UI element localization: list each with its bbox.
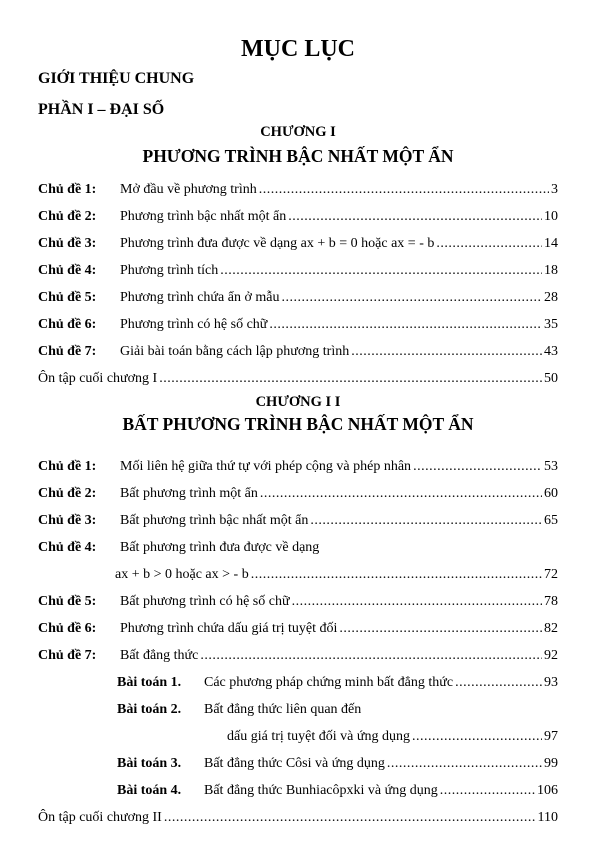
intro-heading: GIỚI THIỆU CHUNG — [38, 70, 195, 87]
page-number: 35 — [544, 317, 558, 332]
topic-title: Phương trình chứa dấu giá trị tuyệt đối — [120, 621, 338, 636]
leader-dots — [440, 783, 535, 799]
topic-title: Bất đẳng thức — [120, 648, 199, 663]
topic-label: Chủ đề 6: — [38, 621, 97, 636]
leader-dots — [387, 756, 542, 772]
page-number: 93 — [544, 675, 558, 690]
page-number: 18 — [544, 263, 558, 278]
chapter-2-label: CHƯƠNG I I — [255, 394, 341, 410]
page-number: 99 — [544, 756, 558, 771]
page-number: 110 — [537, 810, 558, 825]
topic-label: Chủ đề 1: — [38, 459, 97, 474]
topic-label: Chủ đề 6: — [38, 317, 97, 332]
leader-dots — [412, 729, 542, 745]
toc-entry[interactable] — [38, 236, 558, 254]
toc-entry[interactable] — [38, 209, 558, 227]
toc-subentry-heading[interactable] — [117, 702, 558, 720]
toc-entry[interactable] — [38, 621, 558, 639]
problem-label: Bài toán 2. — [117, 702, 182, 717]
problem-title: Các phương pháp chứng minh bất đẳng thức — [204, 675, 454, 690]
toc-entry[interactable] — [38, 344, 558, 362]
page-number: 97 — [544, 729, 558, 744]
toc-entry[interactable] — [38, 263, 558, 281]
leader-dots — [413, 459, 542, 475]
toc-entry[interactable] — [38, 317, 558, 335]
topic-label: Chủ đề 7: — [38, 344, 97, 359]
page-number: 60 — [544, 486, 558, 501]
page-number: 106 — [537, 783, 558, 798]
review-title: Ôn tập cuối chương II — [38, 810, 162, 825]
page-title: MỤC LỤC — [241, 36, 355, 62]
chapter-1-label: CHƯƠNG I — [260, 124, 336, 140]
topic-title: Mối liên hệ giữa thứ tự với phép cộng và phép nhân — [120, 459, 412, 474]
chapter-2-title: BẤT PHƯƠNG TRÌNH BẬC NHẤT MỘT ẨN — [122, 414, 474, 434]
leader-dots — [159, 371, 542, 387]
leader-dots — [251, 567, 542, 583]
leader-dots — [259, 182, 549, 198]
leader-dots — [220, 263, 542, 279]
review-title: Ôn tập cuối chương I — [38, 371, 158, 386]
leader-dots — [339, 621, 542, 637]
page-number: 14 — [544, 236, 558, 251]
topic-title: Bất phương trình có hệ số chữ — [120, 594, 290, 609]
toc-subentry[interactable] — [117, 783, 558, 801]
toc-subentry[interactable] — [117, 756, 558, 774]
topic-label: Chủ đề 5: — [38, 290, 97, 305]
problem-title-continued: dấu giá trị tuyệt đối và ứng dụng — [227, 729, 410, 744]
chapter-1-title: PHƯƠNG TRÌNH BẬC NHẤT MỘT ẨN — [142, 146, 454, 166]
topic-label: Chủ đề 4: — [38, 263, 97, 278]
topic-title: Giải bài toán bằng cách lập phương trình — [120, 344, 350, 359]
leader-dots — [288, 209, 542, 225]
page-number: 72 — [544, 567, 558, 582]
toc-entry[interactable] — [38, 513, 558, 531]
leader-dots — [310, 513, 542, 529]
topic-label: Chủ đề 5: — [38, 594, 97, 609]
toc-subentry[interactable] — [117, 675, 558, 693]
leader-dots — [164, 810, 536, 826]
page-number: 50 — [544, 371, 558, 386]
toc-entry[interactable] — [38, 486, 558, 504]
page-number: 78 — [544, 594, 558, 609]
topic-label: Chủ đề 2: — [38, 209, 97, 224]
page-number: 65 — [544, 513, 558, 528]
topic-label: Chủ đề 4: — [38, 540, 97, 555]
topic-title: Bất phương trình bậc nhất một ẩn — [120, 513, 309, 528]
topic-title: Bất phương trình một ẩn — [120, 486, 258, 501]
topic-label: Chủ đề 3: — [38, 513, 97, 528]
toc-entry-heading[interactable] — [38, 540, 558, 558]
topic-title: Phương trình có hệ số chữ — [120, 317, 268, 332]
leader-dots — [200, 648, 542, 664]
topic-title: Phương trình bậc nhất một ẩn — [120, 209, 287, 224]
problem-title: Bất đẳng thức Côsi và ứng dụng — [204, 756, 385, 771]
page-number: 28 — [544, 290, 558, 305]
leader-dots — [269, 317, 542, 333]
topic-title: Phương trình đưa được về dạng ax + b = 0 hoặc ax = - b — [120, 236, 435, 251]
topic-title-continued: ax + b > 0 hoặc ax > - b — [115, 567, 249, 582]
topic-title: Bất phương trình đưa được về dạng — [120, 540, 320, 555]
page-number: 43 — [544, 344, 558, 359]
leader-dots — [281, 290, 542, 306]
toc-entry[interactable] — [38, 594, 558, 612]
problem-title: Bất đẳng thức Bunhiacôpxki và ứng dụng — [204, 783, 438, 798]
leader-dots — [292, 594, 542, 610]
toc-entry[interactable] — [38, 648, 558, 666]
page-number: 92 — [544, 648, 558, 663]
toc-entry-review[interactable] — [38, 371, 558, 389]
toc-entry-continuation[interactable] — [115, 567, 558, 585]
problem-title: Bất đẳng thức liên quan đến — [204, 702, 362, 717]
toc-entry[interactable] — [38, 182, 558, 200]
toc-entry[interactable] — [38, 290, 558, 308]
page-number: 53 — [544, 459, 558, 474]
page-number: 10 — [544, 209, 558, 224]
topic-label: Chủ đề 7: — [38, 648, 97, 663]
topic-title: Mở đầu về phương trình — [120, 182, 257, 197]
topic-title: Phương trình tích — [120, 263, 219, 278]
problem-label: Bài toán 4. — [117, 783, 182, 798]
topic-title: Phương trình chứa ẩn ở mẫu — [120, 290, 280, 305]
problem-label: Bài toán 1. — [117, 675, 182, 690]
leader-dots — [436, 236, 542, 252]
topic-label: Chủ đề 1: — [38, 182, 97, 197]
leader-dots — [455, 675, 542, 691]
toc-subentry-continuation[interactable] — [227, 729, 558, 747]
leader-dots — [260, 486, 542, 502]
page-number: 82 — [544, 621, 558, 636]
problem-label: Bài toán 3. — [117, 756, 182, 771]
toc-entry-review[interactable] — [38, 810, 558, 828]
toc-entry[interactable] — [38, 459, 558, 477]
leader-dots — [351, 344, 542, 360]
topic-label: Chủ đề 3: — [38, 236, 97, 251]
topic-label: Chủ đề 2: — [38, 486, 97, 501]
part-heading: PHẦN I – ĐẠI SỐ — [38, 101, 165, 118]
page-number: 3 — [551, 182, 558, 197]
